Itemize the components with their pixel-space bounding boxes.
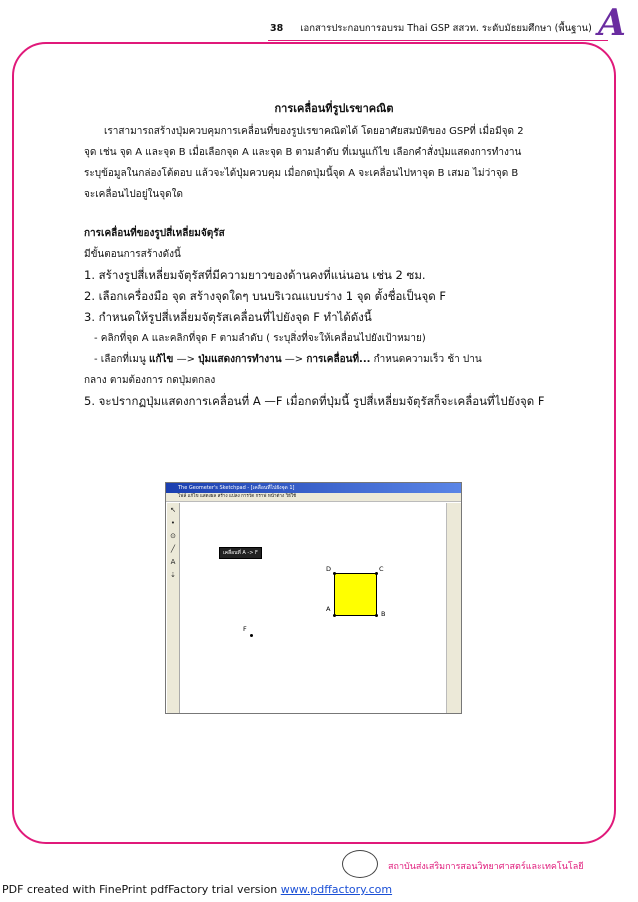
toolbox (167, 503, 180, 713)
vertical-scrollbar (446, 503, 461, 713)
sketch-canvas (181, 503, 447, 713)
running-header (270, 21, 592, 36)
intro-line: จะเคลื่อนไปอยู่ในจุดใด (84, 189, 183, 200)
intro-paragraph (84, 121, 584, 205)
line-tool-icon: ╱ (170, 545, 176, 553)
menu-movement: การเคลื่อนที่... (306, 354, 371, 365)
point-label-c: C (379, 565, 384, 573)
point-tool-icon: • (170, 519, 176, 527)
institute-name: สถาบันส่งเสริมการสอนวิทยาศาสตร์และเทคโนโลยี (388, 862, 584, 872)
menu-action-button: ปุ่มแสดงการทำงาน (198, 354, 282, 365)
point-label-a: A (326, 605, 331, 613)
arrow-2: —> (281, 354, 307, 365)
institute-logo-icon (342, 850, 378, 878)
section-subheading: มีขั้นตอนการสร้างดังนี้ (84, 249, 181, 260)
step-3b (84, 349, 584, 370)
step-5: 5. จะปรากฏปุ่มแสดงการเคลื่อนที่ A —F เมื่อกดที่ปุ่มนี้ รูปสี่เหลี่ยมจัตุรัสก็จะเคลื่อนที่ไปยังจุด F (84, 394, 545, 408)
point-d (333, 572, 336, 575)
text-tool-icon: A (170, 558, 176, 566)
step-1: 1. สร้างรูปสี่เหลี่ยมจัตุรัสที่มีความยาวของด้านคงที่แน่นอน เช่น 2 ซม. (84, 268, 426, 282)
arrow-tool-icon: ↖ (170, 506, 176, 514)
point-label-b: B (381, 610, 386, 618)
step-3a: - คลิกที่จุด A และคลิกที่จุด F ตามลำดับ ( ระบุสิ่งที่จะให้เคลื่อนไปยังเป้าหมาย) (94, 333, 426, 344)
page-title: การเคลื่อนที่รูปเรขาคณิต (274, 102, 394, 115)
step-2: 2. เลือกเครื่องมือ จุด สร้างจุดใดๆ บนบริเวณแบบร่าง 1 จุด ตั้งชื่อเป็นจุด F (84, 289, 447, 303)
pdf-note-text: PDF created with FinePrint pdfFactory trial version (2, 883, 281, 896)
a-logo-icon: A (598, 2, 626, 44)
point-label-f: F (243, 625, 247, 633)
sketchpad-screenshot (165, 482, 462, 714)
point-b (375, 614, 378, 617)
intro-line: จุด เช่น จุด A และจุด B เมื่อเลือกจุด A และจุด B ตามลำดับ ที่เมนูแก้ไข เลือกคำสั่งปุ่มแสดงการทำงาน (84, 147, 522, 158)
intro-line: ระบุข้อมูลในกล่องโต้ตอบ แล้วจะได้ปุ่มควบคุม เมื่อกดปุ่มนี้จุด A จะเคลื่อนไปหาจุด B เสมอ ไม่ว่าจุด B (84, 168, 519, 179)
section-heading: การเคลื่อนที่ของรูปสี่เหลี่ยมจัตุรัส (84, 228, 225, 239)
square-motion-section (84, 223, 584, 412)
custom-tool-icon: ⇣ (170, 571, 176, 579)
pdf-note (2, 883, 392, 896)
intro-line: เราสามารถสร้างปุ่มควบคุมการเคลื่อนที่ของรูปเรขาคณิตได้ โดยอาศัยสมบัติของ GSPที่ เมื่อมีจุด 2 (104, 126, 524, 137)
step-3c: กลาง ตามต้องการ กดปุ่มตกลง (84, 375, 216, 386)
yellow-square (334, 573, 377, 616)
window-menubar: ไฟล์ แก้ไข แสดงผล สร้าง แปลง การวัด กราฟ หน้าต่าง วิธีใช้ (166, 493, 461, 502)
point-c (375, 572, 378, 575)
page-number: 38 (270, 23, 284, 34)
page-header (0, 0, 638, 44)
step-3b-suffix: กำหนดความเร็ว ช้า ปาน (370, 354, 482, 365)
page-body (84, 98, 584, 412)
point-f (250, 634, 253, 637)
step-3b-prefix: - เลือกที่เมนู (94, 354, 150, 365)
compass-tool-icon: ⊙ (170, 532, 176, 540)
point-a (333, 614, 336, 617)
arrow-1: —> (173, 354, 199, 365)
pdffactory-link[interactable]: www.pdffactory.com (280, 883, 393, 896)
step-3: 3. กำหนดให้รูปสี่เหลี่ยมจัตุรัสเคลื่อนที่ไปยังจุด F ทำได้ดังนี้ (84, 310, 372, 324)
header-rule (268, 40, 608, 41)
point-label-d: D (326, 565, 332, 573)
move-a-to-f-button: เคลื่อนที่ A -> F (219, 547, 262, 559)
running-title: เอกสารประกอบการอบรม Thai GSP สสวท. ระดับมัธยมศึกษา (พื้นฐาน) (300, 23, 592, 34)
menu-edit: แก้ไข (149, 354, 174, 365)
window-titlebar: The Geometer's Sketchpad - [เคลื่อนที่ไปยังจุด 1] (166, 483, 461, 493)
